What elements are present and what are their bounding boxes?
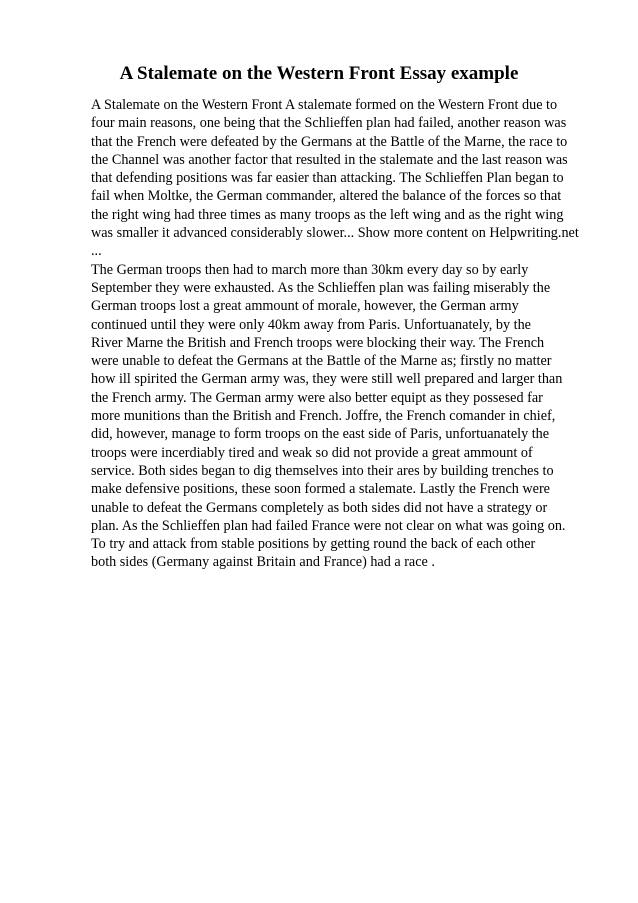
body-line: German troops lost a great ammount of morale, however, the German army	[91, 298, 519, 315]
essay-body	[91, 96, 591, 572]
body-line: ...	[91, 243, 102, 260]
body-line: service. Both sides began to dig themselves into their ares by building trenches to	[91, 462, 554, 479]
body-line: were unable to defeat the Germans at the Battle of the Marne as; firstly no matter	[91, 353, 552, 370]
body-line: fail when Moltke, the German commander, altered the balance of the forces so that	[91, 188, 562, 205]
body-line: River Marne the British and French troops were blocking their way. The French	[91, 334, 545, 351]
body-line: the Channel was another factor that resulted in the stalemate and the last reason was	[91, 151, 568, 168]
body-line: both sides (Germany against Britain and France) had a race .	[91, 554, 435, 571]
body-line: how ill spirited the German army was, they were still well prepared and larger than	[91, 371, 563, 388]
body-line: September they were exhausted. As the Schlieffen plan was failing miserably the	[91, 279, 551, 296]
body-line: that the French were defeated by the Germans at the Battle of the Marne, the race to	[91, 133, 568, 150]
body-line: To try and attack from stable positions by getting round the back of each other	[91, 536, 536, 553]
body-line: four main reasons, one being that the Schlieffen plan had failed, another reason was	[91, 115, 567, 132]
body-line: did, however, manage to form troops on the east side of Paris, unfortuanately the	[91, 426, 550, 443]
body-line: was smaller it advanced considerably slower... Show more content on Helpwriting.net	[91, 225, 579, 242]
document-title: A Stalemate on the Western Front Essay example	[119, 63, 519, 84]
body-line: more munitions than the British and French. Joffre, the French comander in chief,	[91, 408, 556, 425]
body-line: that defending positions was far easier than attacking. The Schlieffen Plan began to	[91, 170, 564, 187]
body-line: unable to defeat the Germans completely as both sides did not have a strategy or	[91, 499, 548, 516]
body-line: troops were incerdiably tired and weak so did not provide a great ammount of	[91, 444, 533, 461]
body-line: the right wing had three times as many troops as the left wing and as the right wing	[91, 206, 564, 223]
body-line: The German troops then had to march more than 30km every day so by early	[91, 261, 529, 278]
body-line: make defensive positions, these soon formed a stalemate. Lastly the French were	[91, 481, 550, 498]
body-line: plan. As the Schlieffen plan had failed France were not clear on what was going on.	[91, 517, 566, 534]
body-line: continued until they were only 40km away from Paris. Unfortuanately, by the	[91, 316, 531, 333]
body-line: the French army. The German army were also better equipt as they possesed far	[91, 389, 543, 406]
body-line: A Stalemate on the Western Front A stalemate formed on the Western Front due to	[91, 97, 558, 113]
